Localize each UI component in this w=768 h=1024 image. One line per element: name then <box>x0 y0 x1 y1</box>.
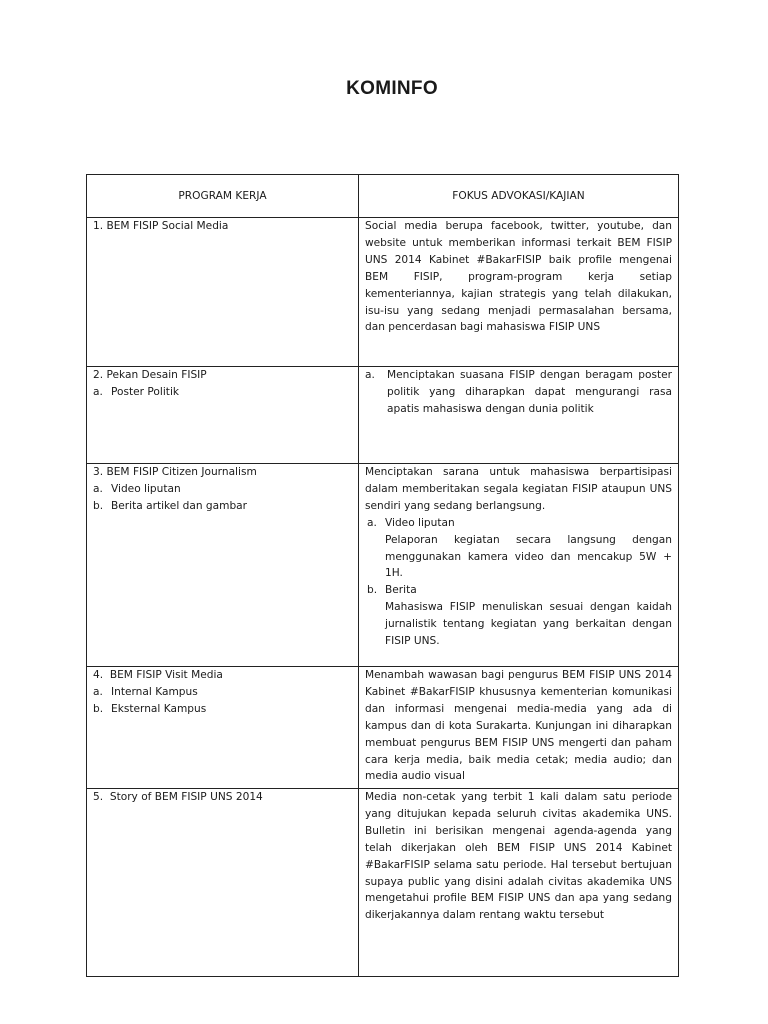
program-title: 1. BEM FISIP Social Media <box>93 220 229 232</box>
header-fokus-advokasi: FOKUS ADVOKASI/KAJIAN <box>359 175 679 218</box>
fokus-cell <box>359 464 679 667</box>
program-title: 3. BEM FISIP Citizen Journalism <box>93 466 257 478</box>
table-row <box>87 218 679 367</box>
program-sub-item <box>93 384 352 401</box>
fokus-item <box>365 367 672 418</box>
fokus-item-label: Berita <box>385 584 417 597</box>
table-row <box>87 464 679 667</box>
fokus-cell <box>359 367 679 464</box>
fokus-text: Media non-cetak yang terbit 1 kali dalam satu periode yang ditujukan kepada seluruh civitas akademika UNS. Bulletin ini berisikan mengenai agenda-agenda yang telah dikerjakan oleh BEM FISIP UNS 2014 Kabinet #BakarFISIP selama satu periode. Hal tersebut bertujuan supaya public yang disini adalah civitas akademika UNS mengetahui profile BEM FISIP UNS dan apa yang sedang dikerjakannya dalam rentang waktu tersebut <box>365 791 672 922</box>
fokus-item <box>365 515 672 532</box>
fokus-text: Menambah wawasan bagi pengurus BEM FISIP UNS 2014 Kabinet #BakarFISIP khususnya kementerian komunikasi dan informasi mengenai media-media yang ada di kampus dan di kota Surakarta. Kunjungan ini diharapkan membuat pengurus BEM FISIP UNS mengerti dan paham cara kerja media, baik media cetak; media audio; dan media audio visual <box>365 669 672 783</box>
header-program-kerja: PROGRAM KERJA <box>87 175 359 218</box>
fokus-intro: Menciptakan sarana untuk mahasiswa berpartisipasi dalam memberitakan segala kegiatan FISIP ataupun UNS sendiri yang sedang berlangsung. <box>365 466 672 512</box>
fokus-cell <box>359 218 679 367</box>
program-cell <box>87 218 359 367</box>
program-sub-item-text: Internal Kampus <box>111 685 198 698</box>
list-marker: b. <box>93 702 104 715</box>
page-title: KOMINFO <box>346 78 438 99</box>
fokus-item-text: Menciptakan suasana FISIP dengan beragam poster politik yang diharapkan dapat mengurangi rasa apatis mahasiswa dengan dunia politik <box>387 369 672 415</box>
fokus-item-label: Video liputan <box>385 516 455 529</box>
program-sub-item-text: Berita artikel dan gambar <box>111 499 248 512</box>
table-row <box>87 789 679 977</box>
program-title: 4. BEM FISIP Visit Media <box>93 669 223 681</box>
program-sub-item-text: Eksternal Kampus <box>111 702 207 715</box>
fokus-item-text: Mahasiswa FISIP menuliskan sesuai dengan kaidah jurnalistik tentang kegiatan yang berkaitan dengan FISIP UNS. <box>385 601 672 648</box>
program-sub-item <box>93 684 352 701</box>
fokus-text: Social media berupa facebook, twitter, youtube, dan website untuk memberikan informasi terkait BEM FISIP UNS 2014 Kabinet #BakarFISIP baik profile mengenai BEM FISIP, program-program kerja setiap kementeriannya, kajian strategis yang telah dilakukan, isu-isu yang sedang menjadi permasalahan bersama, dan pencerdasan bagi mahasiswa FISIP UNS <box>365 220 672 334</box>
list-marker: b. <box>367 584 378 597</box>
program-title: 2. Pekan Desain FISIP <box>93 369 207 381</box>
program-cell <box>87 789 359 977</box>
program-cell <box>87 367 359 464</box>
fokus-cell <box>359 667 679 789</box>
program-sub-item <box>93 498 352 515</box>
list-marker: a. <box>365 369 375 381</box>
program-cell <box>87 667 359 789</box>
program-table <box>86 174 679 977</box>
program-cell <box>87 464 359 667</box>
list-marker: a. <box>93 482 103 495</box>
fokus-item <box>365 582 672 599</box>
fokus-item-text: Pelaporan kegiatan secara langsung dengan menggunakan kamera video dan mencakup 5W + 1H. <box>385 533 672 580</box>
fokus-cell <box>359 789 679 977</box>
program-sub-item <box>93 481 352 498</box>
table-row <box>87 667 679 789</box>
list-marker: a. <box>93 385 103 398</box>
program-sub-item-text: Video liputan <box>111 482 181 495</box>
table-row <box>87 367 679 464</box>
list-marker: b. <box>93 499 104 512</box>
table-header-row <box>87 175 679 218</box>
program-sub-item <box>93 701 352 718</box>
list-marker: a. <box>93 685 103 698</box>
program-title: 5. Story of BEM FISIP UNS 2014 <box>93 791 263 803</box>
list-marker: a. <box>367 516 377 529</box>
program-sub-item-text: Poster Politik <box>111 385 180 398</box>
